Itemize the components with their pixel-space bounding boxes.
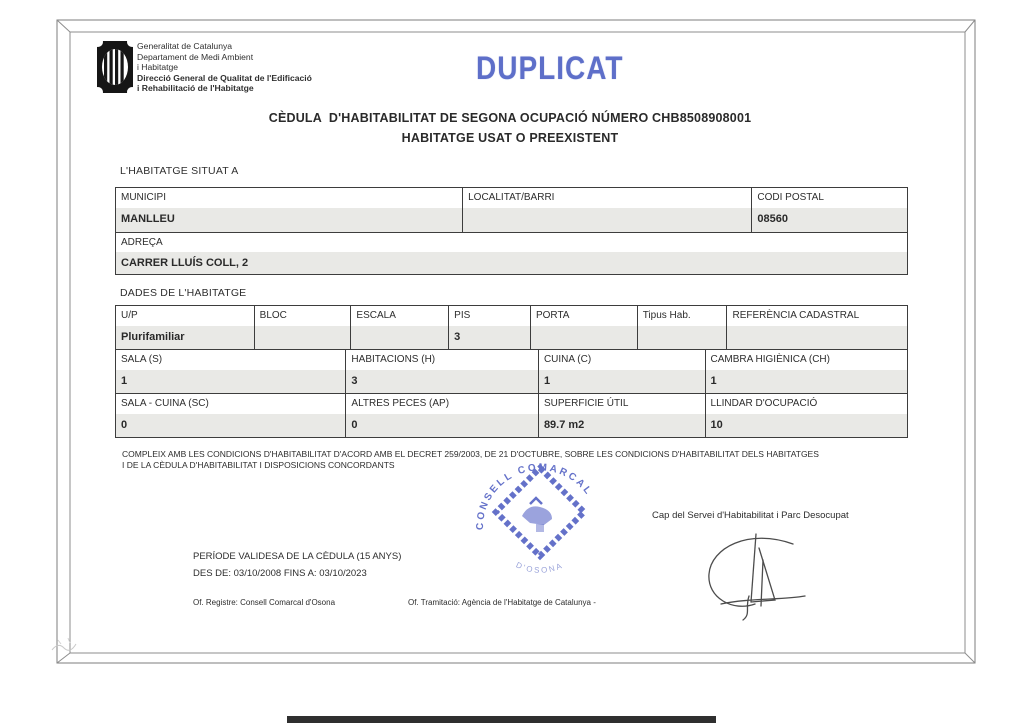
field-value: 0 xyxy=(346,414,538,437)
address-row xyxy=(116,232,907,274)
field-label: REFERÈNCIA CADASTRAL xyxy=(732,310,860,321)
org-line: Generalitat de Catalunya xyxy=(137,41,233,51)
field-cuina xyxy=(538,350,705,393)
field-up xyxy=(116,306,254,349)
validity-line2: DES DE: 03/10/2008 FINS A: 03/10/2023 xyxy=(193,567,367,579)
title-line2: HABITATGE USAT O PREEXISTENT xyxy=(401,131,619,145)
field-label: PIS xyxy=(454,310,471,321)
dwelling-row-1 xyxy=(116,306,907,349)
field-value: 0 xyxy=(116,414,345,437)
compliance-line1: COMPLEIX AMB LES CONDICIONS D'HABITABILITAT D'ACORD AMB EL DECRET 259/2003, DE 21 D'OCTUBRE, SOBRE LES CONDICIONS D'HABITABILITAT DELS HABITATGES xyxy=(122,449,819,459)
field-label: U/P xyxy=(121,310,138,321)
consell-comarcal-osona-stamp-icon xyxy=(452,462,628,574)
footer-tramitacio: Of. Tramitació: Agència de l'Habitatge de Catalunya - xyxy=(408,598,596,607)
org-line: i Habitatge xyxy=(137,62,179,73)
field-value: 1 xyxy=(539,370,705,393)
field-label: ESCALA xyxy=(356,310,396,321)
field-value xyxy=(463,208,751,232)
field-value xyxy=(255,326,351,349)
field-label: LOCALITAT/BARRI xyxy=(468,192,555,203)
field-label: SALA - CUINA (SC) xyxy=(121,398,209,409)
validity-period xyxy=(193,549,401,582)
field-ref-cadastral xyxy=(726,306,907,349)
location-row xyxy=(116,188,907,232)
field-label: ADREÇA xyxy=(121,237,163,248)
document-title xyxy=(60,111,960,145)
org-line: Departament de Medi Ambient xyxy=(137,51,254,62)
field-value: 1 xyxy=(116,370,345,393)
field-value: Plurifamiliar xyxy=(116,326,254,349)
dwelling-row-2 xyxy=(116,349,907,393)
field-label: MUNICIPI xyxy=(121,192,166,203)
stamp-arc-text: CONSELL COMARCAL xyxy=(474,462,595,531)
field-label: PORTA xyxy=(535,310,570,321)
field-value xyxy=(531,326,637,349)
field-porta xyxy=(530,306,637,349)
field-value xyxy=(351,326,448,349)
field-sala xyxy=(116,350,345,393)
stamp-bottom-text: D'OSONA xyxy=(514,560,565,574)
field-label: SALA (S) xyxy=(121,354,163,365)
field-altres-peces xyxy=(345,394,538,437)
scanner-edge-artifact xyxy=(287,716,716,723)
title-line1: CÈDULA D'HABITABILITAT DE SEGONA OCUPACIÓ NÚMERO CHB8508908001 xyxy=(268,111,752,125)
field-superficie-util xyxy=(538,394,705,437)
org-line-bold: Direcció General de Qualitat de l'Edificació xyxy=(137,72,312,83)
field-habitacions xyxy=(345,350,538,393)
field-bloc xyxy=(254,306,351,349)
svg-text:D'OSONA xyxy=(515,560,565,574)
field-escala xyxy=(350,306,448,349)
field-label: SUPERFICIE ÚTIL xyxy=(543,398,629,409)
handwritten-signature xyxy=(693,526,819,622)
field-value: CARRER LLUÍS COLL, 2 xyxy=(116,252,907,274)
field-adreca xyxy=(116,233,907,274)
generalitat-logo-icon xyxy=(96,40,134,94)
validity-line1: PERÍODE VALIDESA DE LA CÈDULA (15 ANYS) xyxy=(193,551,402,562)
field-value xyxy=(638,326,727,349)
field-label: Tipus Hab. xyxy=(642,310,691,321)
field-label: LLINDAR D'OCUPACIÓ xyxy=(710,398,818,409)
footer-registre: Of. Registre: Consell Comarcal d'Osona xyxy=(193,598,336,607)
field-label: HABITACIONS (H) xyxy=(351,354,436,365)
field-sala-cuina xyxy=(116,394,345,437)
pencil-mark-artifact xyxy=(48,632,88,658)
signer-role-text: Cap del Servei d'Habitabilitat i Parc Desocupat xyxy=(652,510,849,521)
dwelling-row-3 xyxy=(116,393,907,437)
org-line-bold: i Rehabilitació de l'Habitatge xyxy=(137,83,254,94)
location-section-label: L'HABITATGE SITUAT A xyxy=(120,165,239,177)
field-value: 08560 xyxy=(752,208,907,232)
field-label: ALTRES PECES (AP) xyxy=(351,398,450,409)
field-label: CAMBRA HIGIÈNICA (CH) xyxy=(710,354,830,365)
field-codi-postal xyxy=(751,188,907,232)
field-label: BLOC xyxy=(259,310,287,321)
dwelling-section-label: DADES DE L'HABITATGE xyxy=(120,287,247,299)
field-localitat xyxy=(462,188,751,232)
location-table xyxy=(115,187,908,275)
field-llindar-ocupacio xyxy=(705,394,907,437)
org-header-text xyxy=(137,41,312,94)
field-value: 3 xyxy=(346,370,538,393)
field-value: 1 xyxy=(706,370,907,393)
field-value: 89.7 m2 xyxy=(539,414,705,437)
field-label: CUINA (C) xyxy=(543,354,592,365)
field-municipi xyxy=(116,188,462,232)
field-pis xyxy=(448,306,530,349)
field-value xyxy=(727,326,907,349)
field-cambra-higienica xyxy=(705,350,907,393)
field-value: MANLLEU xyxy=(116,208,462,232)
field-tipus-hab xyxy=(637,306,727,349)
dwelling-table xyxy=(115,305,908,438)
field-value: 3 xyxy=(449,326,530,349)
field-value: 10 xyxy=(706,414,907,437)
compliance-line2: I DE LA CÈDULA D'HABITABILITAT I DISPOSICIONS CONCORDANTS xyxy=(122,460,395,470)
field-label: CODI POSTAL xyxy=(757,192,824,203)
duplicat-stamp: DUPLICAT xyxy=(476,50,624,86)
